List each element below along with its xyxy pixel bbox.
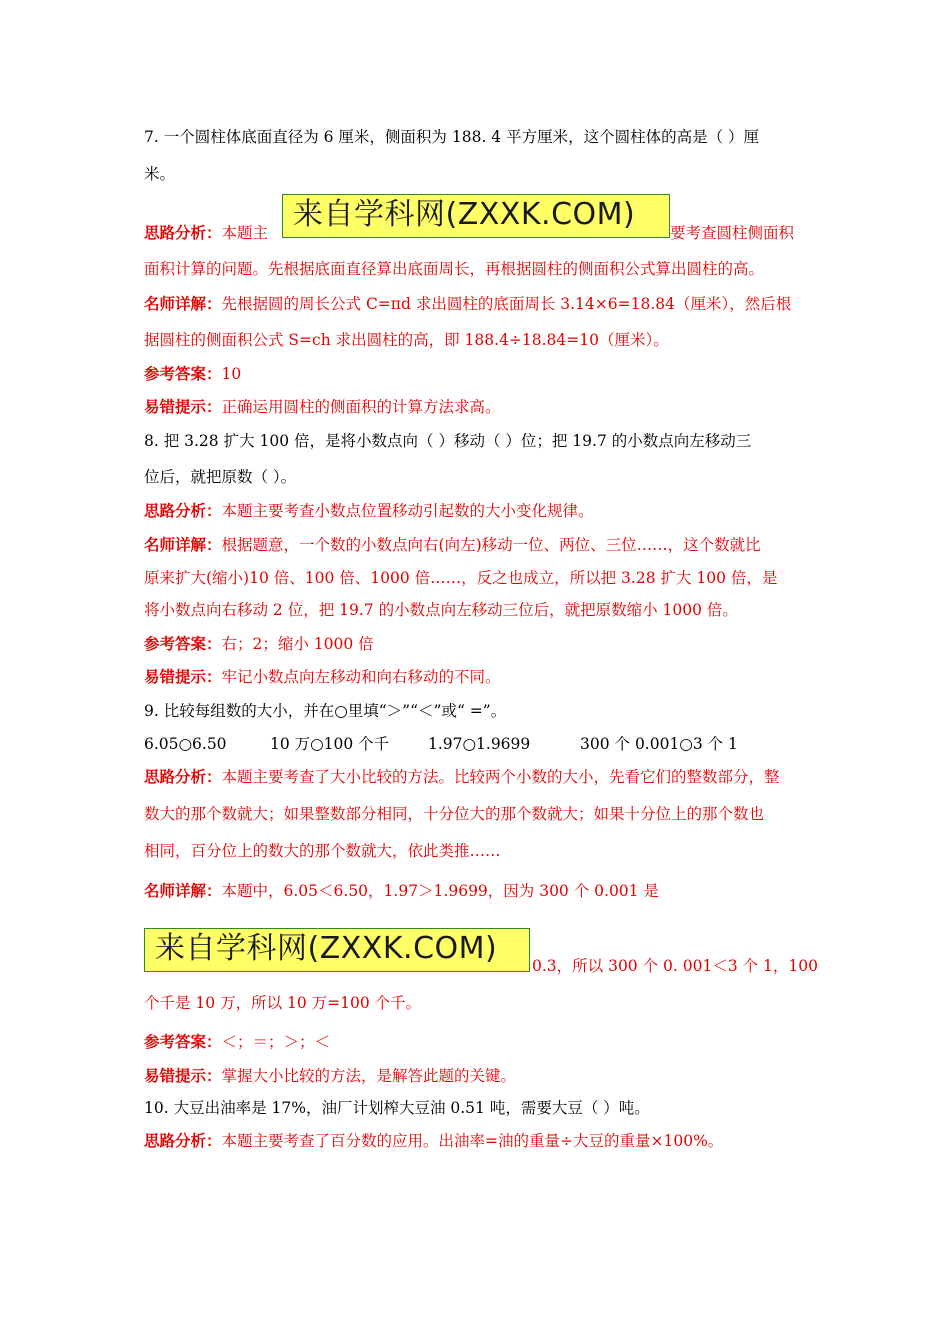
tip-label: 易错提示： [144,667,222,686]
q8-detail-line3: 将小数点向右移动 2 位，把 19.7 的小数点向左移动三位后，就把原数缩小 1000 倍。 [144,601,738,619]
q9-item: 6.05○6.50 [144,735,227,753]
q10-question-line1: 10. 大豆出油率是 17%，油厂计划榨大豆油 0.51 吨，需要大豆（ ）吨。 [144,1099,650,1117]
q9-items-row [144,733,810,755]
q8-tip-line [144,666,810,688]
q8-analysis-line [144,500,810,522]
q9-item: 300 个 0.001○3 个 1 [580,735,738,753]
q7-tip: 正确运用圆柱的侧面积的计算方法求高。 [221,398,501,416]
detail-label: 名师详解： [144,535,222,554]
tip-label: 易错提示： [144,397,222,416]
analysis-label: 思路分析： [144,1131,222,1150]
q9-detail-line2-tail: 0.3，所以 300 个 0. 001＜3 个 1，100 [532,957,818,975]
q9-analysis-line1 [144,766,810,788]
detail-label: 名师详解： [144,294,222,313]
q10-analysis: 本题主要考查了百分数的应用。出油率=油的重量÷大豆的重量×100%。 [221,1132,724,1150]
q7-question-line2: 米。 [144,165,176,183]
q9-item: 1.97○1.9699 [428,735,531,753]
analysis-label: 思路分析： [144,767,222,786]
q9-question-line1: 9. 比较每组数的大小，并在○里填“＞”“＜”或“ =”。 [144,702,507,720]
q8-tip: 牢记小数点向左移动和向右移动的不同。 [221,668,501,686]
q7-answer-line [144,363,810,385]
q9-tip: 掌握大小比较的方法，是解答此题的关键。 [221,1067,517,1085]
q7-question-line1: 7. 一个圆柱体底面直径为 6 厘米，侧面积为 188. 4 平方厘米，这个圆柱体的高是（ ）厘 [144,128,760,146]
q7-detail-line1 [144,293,810,315]
watermark-banner: 来自学科网(ZXXK.COM) [282,194,670,238]
watermark-banner: 来自学科网(ZXXK.COM) [144,928,530,972]
q8-detail-line1 [144,534,810,556]
q10-analysis-line [144,1130,810,1152]
q8-analysis: 本题主要考查小数点位置移动引起数的大小变化规律。 [221,502,594,520]
q8-answer: 右；2；缩小 1000 倍 [221,635,374,653]
detail-label: 名师详解： [144,881,222,900]
q7-answer: 10 [221,365,242,383]
q7-analysis-line2: 面积计算的问题。先根据底面直径算出底面周长，再根据圆柱的侧面积公式算出圆柱的高。 [144,260,765,278]
q9-detail-text1: 本题中，6.05＜6.50，1.97＞1.9699，因为 300 个 0.001 是 [221,882,659,900]
q9-item: 10 万○100 个千 [270,735,390,753]
analysis-label: 思路分析： [144,501,222,520]
q7-detail-line2: 据圆柱的侧面积公式 S=ch 求出圆柱的高，即 188.4÷18.84=10（厘米）。 [144,331,669,349]
q9-analysis-line2: 数大的那个数就大；如果整数部分相同，十分位大的那个数就大；如果十分位上的那个数也 [144,805,765,823]
q9-tip-line [144,1065,810,1087]
q8-question-line1: 8. 把 3.28 扩大 100 倍，是将小数点向（ ）移动（ ）位；把 19.7 的小数点向左移动三 [144,432,752,450]
q8-detail-text1: 根据题意，一个数的小数点向右(向左)移动一位、两位、三位……，这个数就比 [221,536,761,554]
answer-label: 参考答案： [144,634,222,653]
q8-question-line2: 位后，就把原数（ ）。 [144,468,297,486]
q9-detail-line3: 个千是 10 万，所以 10 万=100 个千。 [144,994,422,1012]
q9-answer: ＜；＝；＞；＜ [221,1033,331,1051]
q9-analysis-line3: 相同，百分位上的数大的那个数就大，依此类推…… [144,842,501,860]
q7-analysis-part-a: 本题主 [221,224,269,242]
q9-answer-line [144,1031,810,1053]
q7-tip-line [144,396,810,418]
q8-answer-line [144,633,810,655]
answer-label: 参考答案： [144,364,222,383]
q7-detail-text1: 先根据圆的周长公式 C=πd 求出圆柱的底面周长 3.14×6=18.84（厘米），然后根 [221,295,792,313]
q9-analysis-text1: 本题主要考查了大小比较的方法。比较两个小数的大小，先看它们的整数部分，整 [221,768,780,786]
answer-label: 参考答案： [144,1032,222,1051]
analysis-label: 思路分析： [144,223,222,242]
q8-detail-line2: 原来扩大(缩小)10 倍、100 倍、1000 倍……，反之也成立，所以把 3.28 扩大 100 倍，是 [144,569,778,587]
q9-detail-line1 [144,880,810,902]
tip-label: 易错提示： [144,1066,222,1085]
q7-analysis-part-b: 要考查圆柱侧面积 [670,224,795,242]
